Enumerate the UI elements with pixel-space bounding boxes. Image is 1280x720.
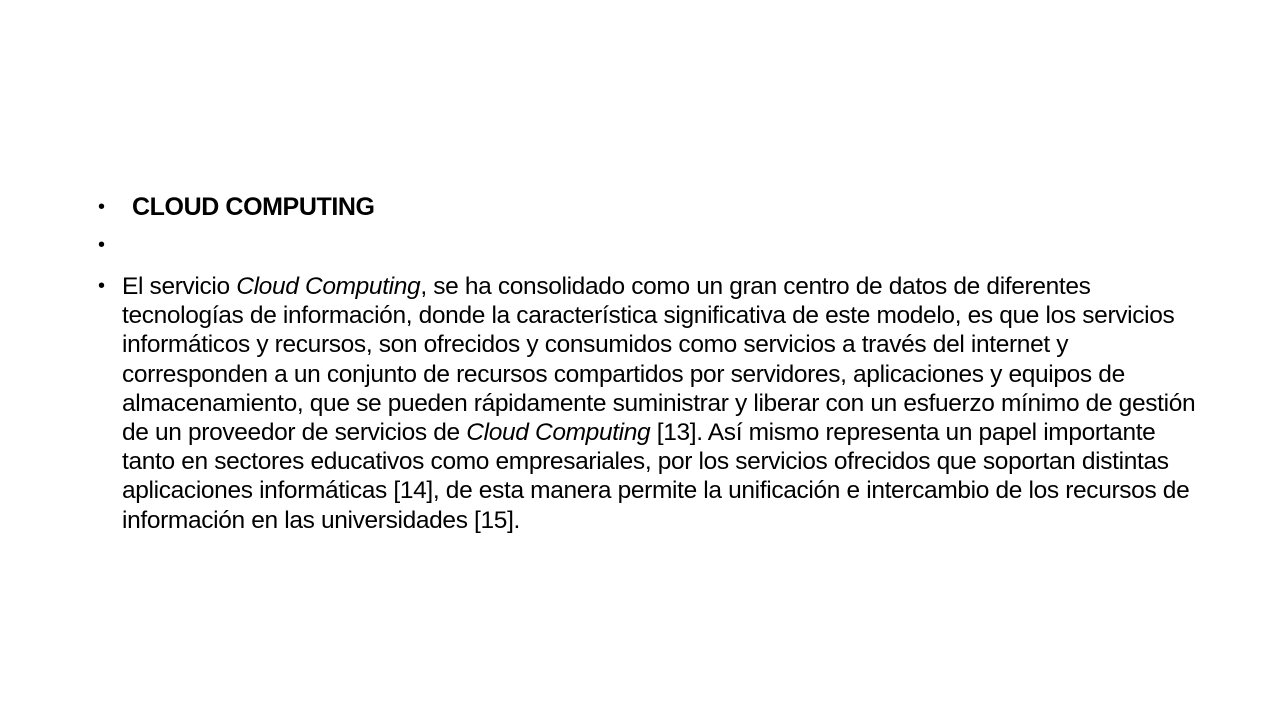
slide-heading: CLOUD COMPUTING (132, 193, 375, 221)
bullet-item-empty (98, 228, 1218, 262)
paragraph-italic-term: Cloud Computing (466, 419, 651, 447)
bullet-icon: • (98, 275, 106, 297)
bullet-item-paragraph (98, 272, 1218, 535)
bullet-icon: • (98, 234, 106, 256)
paragraph-text: [13]. Así mismo representa un papel importante tanto en sectores educativos como empresariales, por los servicios ofrecidos que soportan distintas aplicaciones informáticas [14], de esta manera permite la unificación e intercambio de los recursos de información en las universidades [15]. (122, 419, 1190, 534)
paragraph-text: , se ha consolidado como un gran centro de datos de diferentes tecnologías de información, donde la característica significativa de este modelo, es que los servicios informáticos y recursos, son ofrecidos y consumidos como servicios a través del internet y corresponden a un conjunto de recursos compartidos por servidores, aplicaciones y equipos de almacenamiento, que se pueden rápidamente suministrar y liberar con un esfuerzo mínimo de gestión de un proveedor de servicios de (122, 273, 1196, 447)
body-paragraph (122, 272, 1202, 535)
paragraph-text: El servicio (122, 273, 237, 300)
paragraph-italic-term: Cloud Computing (236, 273, 421, 300)
bullet-list (98, 190, 1218, 535)
bullet-item-heading (98, 190, 1218, 224)
bullet-icon: • (98, 196, 106, 218)
